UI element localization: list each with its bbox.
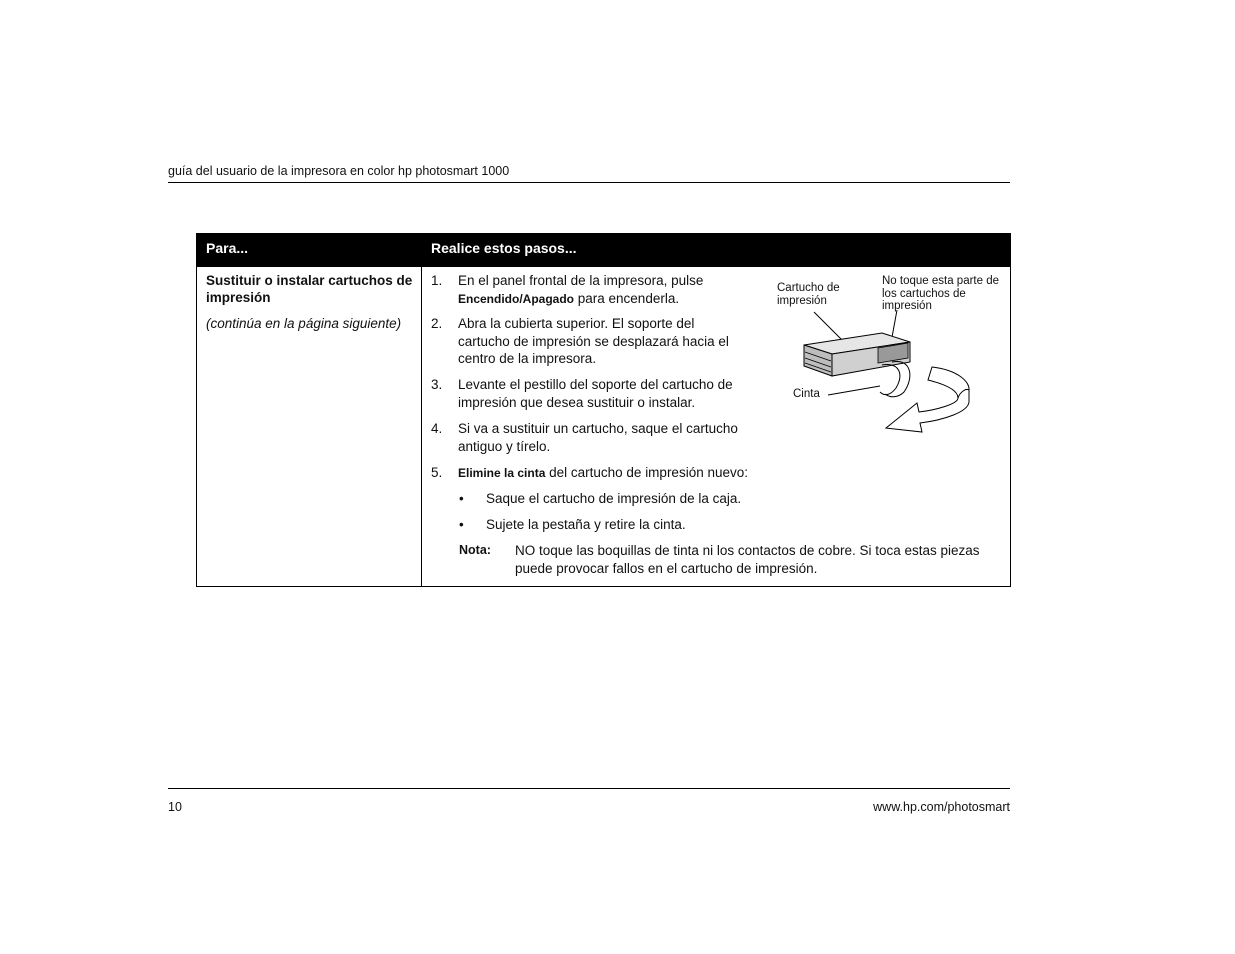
header-pasos: Realice estos pasos... — [431, 240, 577, 256]
label-no-touch: No toque esta parte de los cartuchos de impresión — [882, 275, 999, 312]
continued-note: (continúa en la página siguiente) — [206, 316, 402, 331]
table-header-row — [197, 234, 1010, 267]
cartridge-drawing — [772, 270, 1010, 440]
running-header: guía del usuario de la impresora en color hp photosmart 1000 — [168, 164, 510, 178]
step-number: 1. — [431, 273, 443, 288]
note-label: Nota: — [459, 543, 491, 557]
column-divider — [421, 267, 422, 587]
footer-url: www.hp.com/photosmart — [873, 800, 1010, 814]
header-rule — [168, 182, 1010, 183]
step-text: Si va a sustituir un cartucho, saque el cartucho antiguo y tírelo. — [458, 421, 738, 454]
step-number: 5. — [431, 465, 443, 480]
bullet-text: Sujete la pestaña y retire la cinta. — [486, 517, 686, 532]
task-title: Sustituir o instalar cartuchos de impresión — [206, 273, 413, 305]
cartridge-illustration — [772, 270, 1010, 440]
bullet-text: Saque el cartucho de impresión de la caja. — [486, 491, 742, 506]
label-tape: Cinta — [793, 388, 820, 400]
step-bold: Encendido/Apagado — [458, 291, 575, 306]
bullet-dot: • — [459, 517, 464, 532]
step-text: del cartucho de impresión nuevo: — [545, 465, 748, 480]
note-text: NO toque las boquillas de tinta ni los contactos de cobre. Si toca estas piezas puede provocar fallos en el cartucho de impresión. — [515, 543, 980, 576]
step-bold: Elimine la cinta — [458, 466, 546, 480]
page-number: 10 — [168, 800, 182, 814]
bullet-dot: • — [459, 491, 464, 506]
step-number: 4. — [431, 421, 443, 436]
footer-rule — [168, 788, 1010, 789]
step-number: 3. — [431, 377, 443, 392]
step-text: En el panel frontal de la impresora, pulse — [458, 273, 704, 288]
header-para: Para... — [206, 240, 249, 256]
step-text: para encenderla. — [574, 290, 680, 306]
step-number: 2. — [431, 316, 443, 331]
step-text: Abra la cubierta superior. El soporte del cartucho de impresión se desplazará hacia el centro de la impresora. — [458, 316, 729, 366]
label-cartridge: Cartucho de impresión — [777, 282, 840, 307]
step-text: Levante el pestillo del soporte del cartucho de impresión que desea sustituir o instalar. — [458, 377, 733, 410]
